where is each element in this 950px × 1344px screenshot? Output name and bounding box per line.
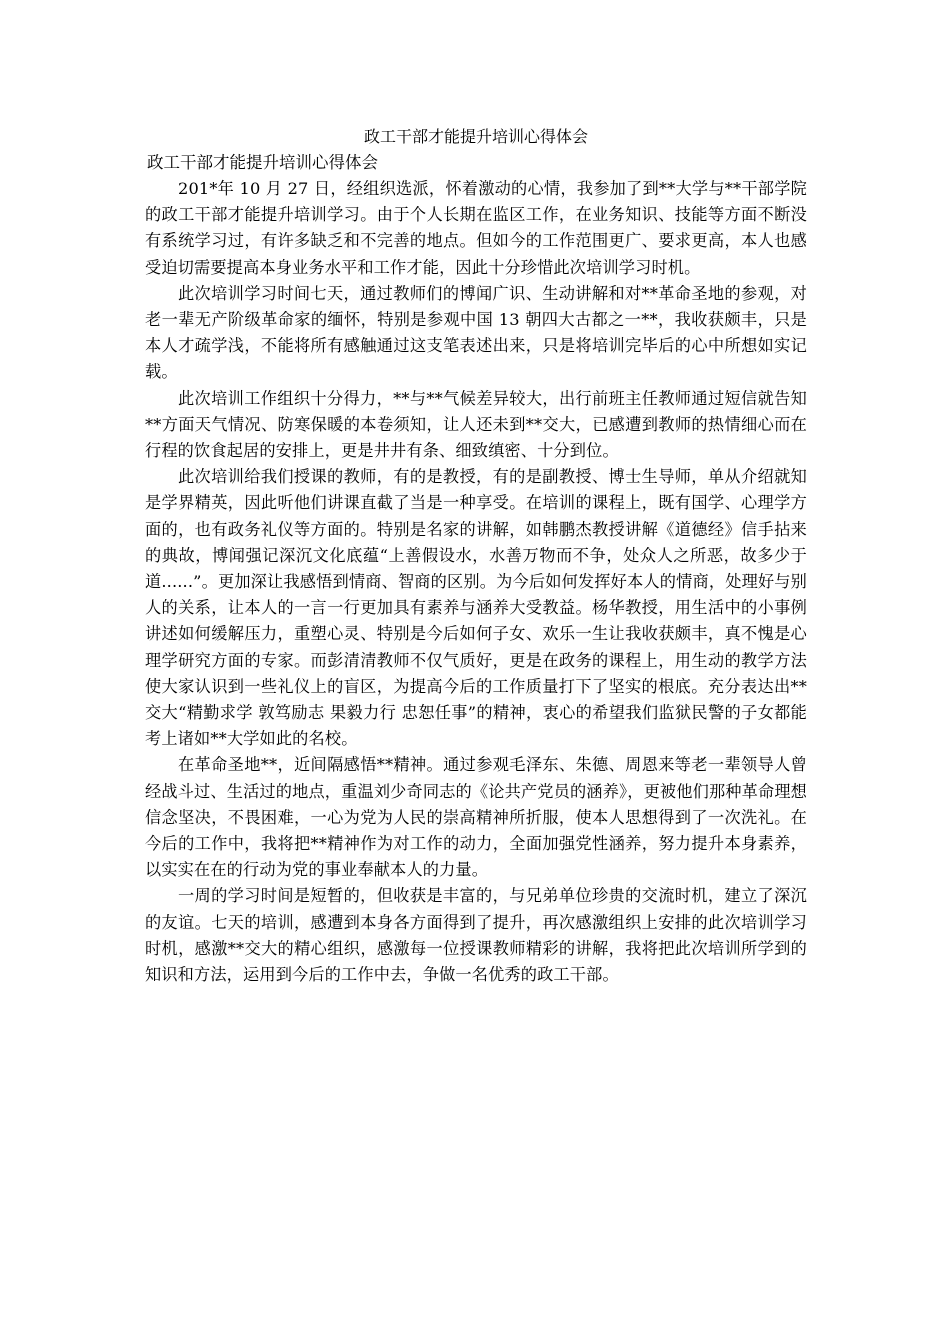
paragraph-6: 一周的学习时间是短暂的，但收获是丰富的，与兄弟单位珍贵的交流时机，建立了深沉的友谊。七天的培训，感遭到本身各方面得到了提升，再次感激组织上安排的此次培训学习时机，感激**交大的精心组织，感激每一位授课教师精彩的讲解，我将把此次培训所学到的知识和方法，运用到今后的工作中去，争做一名优秀的政工干部。 bbox=[145, 886, 807, 985]
paragraph-4: 此次培训给我们授课的教师，有的是教授，有的是副教授、博士生导师，单从介绍就知是学界精英，因此听他们讲课直截了当是一种享受。在培训的课程上，既有国学、心理学方面的，也有政务礼仪等方面的。特别是名家的讲解，如韩鹏杰教授讲解《道德经》信手拈来的典故，博闻强记深沉文化底蕴“上善假设水，水善万物而不争，处众人之所恶，故多少于道......”。更加深让我感悟到情商、智商的区别。为今后如何发挥好本人的情商，处理好与别人的关系，让本人的一言一行更加具有素养与涵养大受教益。杨华教授，用生活中的小事例讲述如何缓解压力，重塑心灵、特别是今后如何子女、欢乐一生让我收获颇丰，真不愧是心理学研究方面的专家。而彭清清教师不仅气质好，更是在政务的课程上，用生动的教学方法使大家认识到一些礼仪上的盲区，为提高今后的工作质量打下了坚实的根底。充分表达出**交大“精勤求学 敦笃励志 果毅力行 忠恕任事”的精神，衷心的希望我们监狱民警的子女都能考上诸如**大学如此的名校。 bbox=[145, 467, 807, 749]
document-title: 政工干部才能提升培训心得体会 bbox=[363, 127, 588, 146]
document-body bbox=[145, 124, 807, 988]
paragraph-3: 此次培训工作组织十分得力，**与**气候差异较大，出行前班主任教师通过短信就告知**方面天气情况、防寒保暖的本卷须知，让人还未到**交大，已感遭到教师的热情细心而在行程的饮食起居的安排上，更是井井有条、细致缜密、十分到位。 bbox=[145, 388, 807, 461]
paragraph-5: 在革命圣地**，近间隔感悟**精神。通过参观毛泽东、朱德、周恩来等老一辈领导人曾经战斗过、生活过的地点，重温刘少奇同志的《论共产党员的涵养》，更被他们那种革命理想信念坚决，不畏困难，一心为党为人民的崇高精神所折服，使本人思想得到了一次洗礼。在今后的工作中，我将把**精神作为对工作的动力，全面加强党性涵养，努力提升本身素养，以实实在在的行动为党的事业奉献本人的力量。 bbox=[145, 755, 807, 880]
document-subtitle: 政工干部才能提升培训心得体会 bbox=[147, 153, 378, 172]
paragraph-1: 201*年 10 月 27 日，经组织选派，怀着激动的心情，我参加了到**大学与**干部学院的政工干部才能提升培训学习。由于个人长期在监区工作，在业务知识、技能等方面不断没有系统学习过，有许多缺乏和不完善的地点。但如今的工作范围更广、要求更高，本人也感受迫切需要提高本身业务水平和工作才能，因此十分珍惜此次培训学习时机。 bbox=[145, 179, 807, 277]
paragraph-2: 此次培训学习时间七天，通过教师们的博闻广识、生动讲解和对**革命圣地的参观，对老一辈无产阶级革命家的缅怀，特别是参观中国 13 朝四大古都之一**，我收获颇丰，只是本人才疏学浅，不能将所有感触通过这支笔表述出来，只是将培训完毕后的心中所想如实记载。 bbox=[145, 283, 807, 382]
